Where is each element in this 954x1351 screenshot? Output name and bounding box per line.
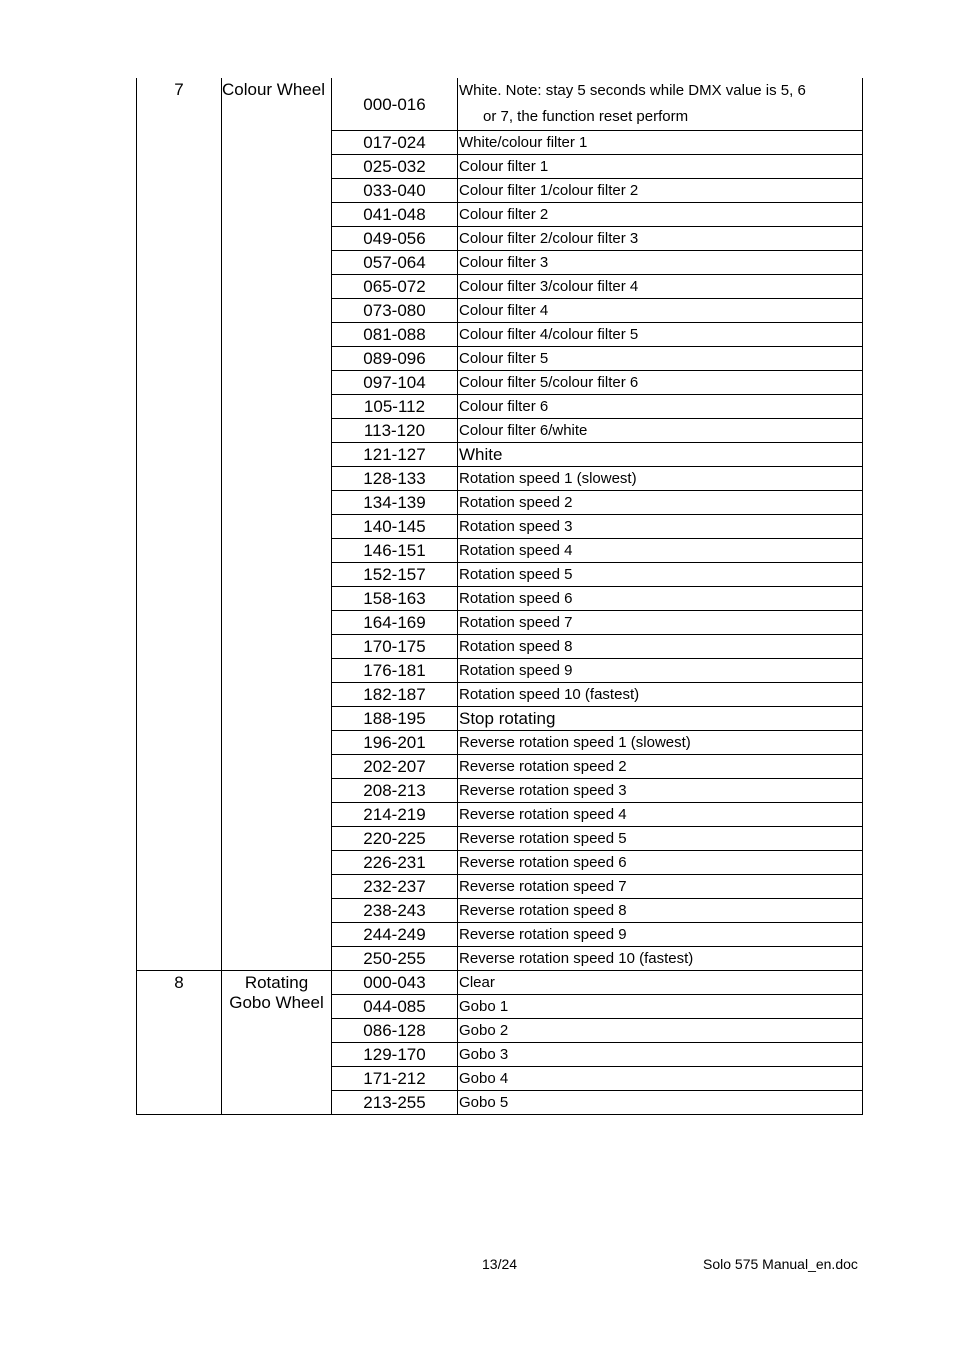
dmx-value-range: 134-139 [332,491,458,515]
dmx-description: Gobo 4 [458,1067,863,1091]
dmx-value-range: 044-085 [332,995,458,1019]
dmx-value-range: 202-207 [332,755,458,779]
dmx-description: Colour filter 1/colour filter 2 [458,179,863,203]
dmx-description-line1: White. Note: stay 5 seconds while DMX value is 5, 6 [459,82,806,99]
dmx-description: Reverse rotation speed 3 [458,779,863,803]
dmx-channel-table-container [136,78,863,1115]
dmx-description: Colour filter 2 [458,203,863,227]
dmx-description: Colour filter 6 [458,395,863,419]
dmx-value-range: 244-249 [332,923,458,947]
dmx-value-range: 097-104 [332,371,458,395]
dmx-description: White/colour filter 1 [458,131,863,155]
dmx-description: Rotation speed 5 [458,563,863,587]
dmx-value-range: 232-237 [332,875,458,899]
dmx-value-range: 213-255 [332,1091,458,1115]
dmx-value-range: 121-127 [332,443,458,467]
dmx-value-range: 214-219 [332,803,458,827]
dmx-description: Rotation speed 8 [458,635,863,659]
table-row [137,971,863,995]
channel-function-line1: Rotating [244,973,309,992]
dmx-description: Colour filter 2/colour filter 3 [458,227,863,251]
dmx-description: Reverse rotation speed 4 [458,803,863,827]
dmx-description: Colour filter 4 [458,299,863,323]
dmx-description: Colour filter 3/colour filter 4 [458,275,863,299]
dmx-description: Rotation speed 2 [458,491,863,515]
dmx-value-range: 170-175 [332,635,458,659]
dmx-description: Gobo 1 [458,995,863,1019]
dmx-value-range: 025-032 [332,155,458,179]
dmx-description: Reverse rotation speed 2 [458,755,863,779]
dmx-description: White [458,443,863,467]
dmx-table-body [137,78,863,1115]
dmx-description: Gobo 2 [458,1019,863,1043]
dmx-value-range: 000-043 [332,971,458,995]
dmx-value-range: 105-112 [332,395,458,419]
dmx-description: Reverse rotation speed 10 (fastest) [458,947,863,971]
dmx-description: Rotation speed 6 [458,587,863,611]
dmx-description: Clear [458,971,863,995]
dmx-value-range: 073-080 [332,299,458,323]
dmx-value-range: 000-016 [332,78,458,131]
dmx-channel-table [136,78,863,1115]
dmx-value-range: 188-195 [332,707,458,731]
dmx-value-range: 113-120 [332,419,458,443]
dmx-description: Reverse rotation speed 5 [458,827,863,851]
dmx-description: Colour filter 1 [458,155,863,179]
dmx-description: Colour filter 4/colour filter 5 [458,323,863,347]
dmx-value-range: 220-225 [332,827,458,851]
dmx-value-range: 086-128 [332,1019,458,1043]
dmx-value-range: 057-064 [332,251,458,275]
dmx-value-range: 140-145 [332,515,458,539]
document-name: Solo 575 Manual_en.doc [703,1256,858,1272]
dmx-value-range: 158-163 [332,587,458,611]
dmx-value-range: 208-213 [332,779,458,803]
dmx-value-range: 081-088 [332,323,458,347]
dmx-description: Rotation speed 4 [458,539,863,563]
channel-function-line2: Gobo Wheel [229,993,324,1012]
dmx-description: Colour filter 5 [458,347,863,371]
dmx-description: Rotation speed 1 (slowest) [458,467,863,491]
channel-function: Colour Wheel [222,80,325,99]
dmx-value-range: 182-187 [332,683,458,707]
dmx-description: Colour filter 6/white [458,419,863,443]
channel-function-cell [222,78,332,971]
dmx-description: Stop rotating [458,707,863,731]
dmx-description: Rotation speed 3 [458,515,863,539]
dmx-description: Reverse rotation speed 7 [458,875,863,899]
dmx-value-range: 196-201 [332,731,458,755]
dmx-description: Colour filter 5/colour filter 6 [458,371,863,395]
dmx-value-range: 128-133 [332,467,458,491]
dmx-value-range: 238-243 [332,899,458,923]
dmx-value-range: 065-072 [332,275,458,299]
channel-function-cell [222,971,332,1115]
dmx-description-line2: or 7, the function reset perform [483,108,689,125]
dmx-value-range: 146-151 [332,539,458,563]
dmx-description: Rotation speed 9 [458,659,863,683]
dmx-value-range: 017-024 [332,131,458,155]
dmx-description: Gobo 3 [458,1043,863,1067]
dmx-description: Reverse rotation speed 9 [458,923,863,947]
dmx-value-range: 049-056 [332,227,458,251]
dmx-description: Colour filter 3 [458,251,863,275]
dmx-value-range: 129-170 [332,1043,458,1067]
page-number: 13/24 [482,1256,518,1272]
channel-number: 8 [174,973,184,992]
dmx-value-range: 033-040 [332,179,458,203]
dmx-description: Rotation speed 10 (fastest) [458,683,863,707]
channel-number: 7 [174,80,184,99]
dmx-description: Reverse rotation speed 1 (slowest) [458,731,863,755]
dmx-description-cell [458,78,863,131]
channel-number-cell [137,971,222,1115]
dmx-description: Rotation speed 7 [458,611,863,635]
dmx-value-range: 041-048 [332,203,458,227]
channel-number-cell [137,78,222,971]
table-row [137,78,863,131]
dmx-value-range: 152-157 [332,563,458,587]
dmx-value-range: 250-255 [332,947,458,971]
dmx-value-range: 226-231 [332,851,458,875]
dmx-value-range: 171-212 [332,1067,458,1091]
dmx-value-range: 176-181 [332,659,458,683]
dmx-description: Gobo 5 [458,1091,863,1115]
dmx-description: Reverse rotation speed 6 [458,851,863,875]
dmx-description: Reverse rotation speed 8 [458,899,863,923]
dmx-value-range: 089-096 [332,347,458,371]
dmx-value-range: 164-169 [332,611,458,635]
